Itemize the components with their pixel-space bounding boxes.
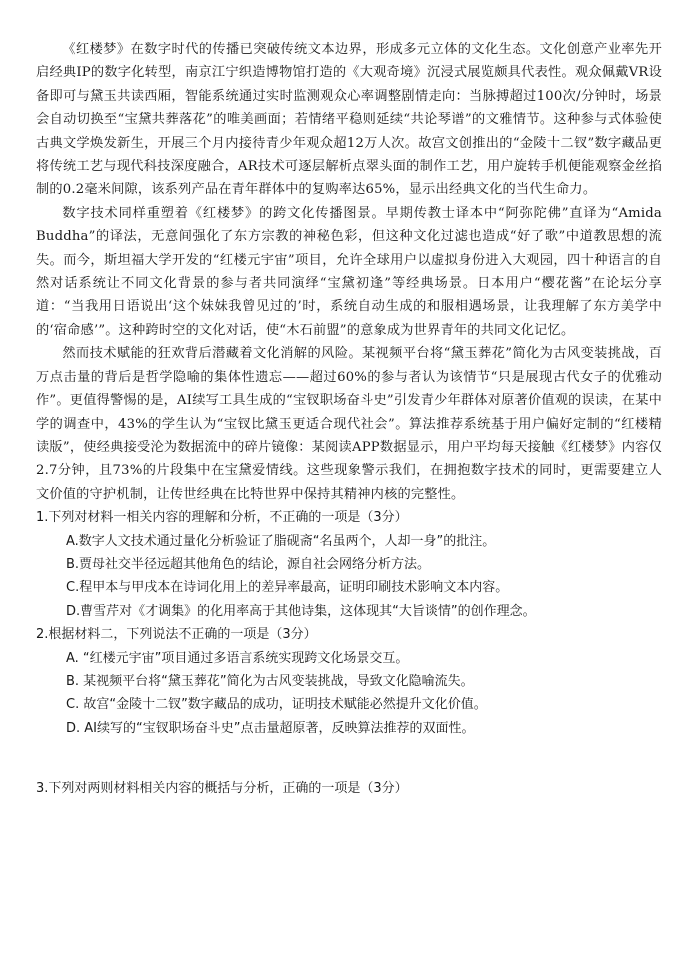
question-2-option-b: B. 某视频平台将“黛玉葬花”简化为古风变装挑战，导致文化隐喻流失。	[66, 673, 474, 689]
passage-paragraph-3: 然而技术赋能的狂欢背后潜藏着文化消解的风险。某视频平台将“黛玉葬花”简化为古风变装挑战，百万点击量的背后是哲学隐喻的集体性遗忘——超过60%的参与者认为该情节“只是展现古代女子的优雅动作”。更值得警惕的是，AI续写工具生成的“宝钗职场奋斗史”引发青少年群体对原著价值观的误读，在某中学的调查中，43%的学生认为“宝钗比黛玉更适合现代社会”。算法推荐系统基于用户偏好定制的“红楼精读版”，使经典接受沦为数据流中的碎片镜像：某阅读APP数据显示，用户平均每天接触《红楼梦》内容仅2.7分钟，且73%的片段集中在宝黛爱情线。这些现象警示我们，在拥抱数字技术的同时，更需要建立人文价值的守护机制，让传世经典在比特世界中保持其精神内核的完整性。	[36, 346, 662, 502]
reading-passage	[36, 38, 662, 506]
question-2-option-a: A. “红楼元宇宙”项目通过多语言系统实现跨文化场景交互。	[66, 650, 409, 666]
question-1-option-b: B.贾母社交半径远超其他角色的结论，源自社会网络分析方法。	[66, 556, 431, 572]
question-2-stem: 2.根据材料二，下列说法不正确的一项是（3分）	[36, 627, 317, 643]
question-1-option-a: A.数字人文技术通过量化分析验证了脂砚斋“名虽两个，人却一身”的批注。	[66, 533, 496, 549]
question-3-stem: 3.下列对两则材料相关内容的概括与分析，正确的一项是（3分）	[36, 781, 408, 797]
question-3	[36, 777, 662, 800]
question-2	[36, 623, 662, 740]
passage-paragraph-1: 《红楼梦》在数字时代的传播已突破传统文本边界，形成多元立体的文化生态。文化创意产业率先开启经典IP的数字化转型，南京江宁织造博物馆打造的《大观奇境》沉浸式展览颇具代表性。观众佩戴VR设备即可与黛玉共读西厢，智能系统通过实时监测观众心率调整剧情走向：当脉搏超过100次/分钟时，场景会自动切换至“宝黛共葬落花”的唯美画面；若情绪平稳则延续“共论琴谱”的文雅情节。这种参与式体验使古典文学焕发新生，开展三个月内接待青少年观众超12万人次。故宫文创推出的“金陵十二钗”数字藏品更将传统工艺与现代科技深度融合，AR技术可逐层解析点翠头面的制作工艺，用户旋转手机便能观察金丝掐制的0.2毫米间隙，该系列产品在青年群体中的复购率达65%，显示出经典文化的当代生命力。	[36, 42, 662, 198]
question-1-option-d: D.曹雪芹对《才调集》的化用率高于其他诗集，这体现其“大旨谈情”的创作理念。	[66, 603, 536, 619]
passage-paragraph-2: 数字技术同样重塑着《红楼梦》的跨文化传播图景。早期传教士译本中“阿弥陀佛”直译为“Amida Buddha”的译法，无意间强化了东方宗教的神秘色彩，但这种文化过滤也造成“好了歌”中道教思想的流失。而今，斯坦福大学开发的“红楼元宇宙”项目，允许全球用户以虚拟身份进入大观园，四十种语言的自然对话系统让不同文化背景的参与者共同演绎“宝黛初逢”等经典场景。日本用户“樱花酱”在论坛分享道：“当我用日语说出‘这个妹妹我曾见过的’时，系统自动生成的和服相遇场景，让我理解了东方美学中的‘宿命感’”。这种跨时空的文化对话，使“木石前盟”的意象成为世界青年的共同文化记忆。	[36, 205, 662, 338]
question-spacer	[36, 740, 662, 777]
exam-page	[36, 38, 662, 801]
question-1	[36, 506, 662, 623]
question-1-option-c: C.程甲本与甲戌本在诗词化用上的差异率最高，证明印刷技术影响文本内容。	[66, 580, 509, 596]
question-1-stem: 1.下列对材料一相关内容的理解和分析，不正确的一项是（3分）	[36, 510, 408, 526]
question-2-option-c: C. 故宫“金陵十二钗”数字藏品的成功，证明技术赋能必然提升文化价值。	[66, 697, 487, 713]
question-2-option-d: D. AI续写的“宝钗职场奋斗史”点击量超原著，反映算法推荐的双面性。	[66, 720, 475, 736]
